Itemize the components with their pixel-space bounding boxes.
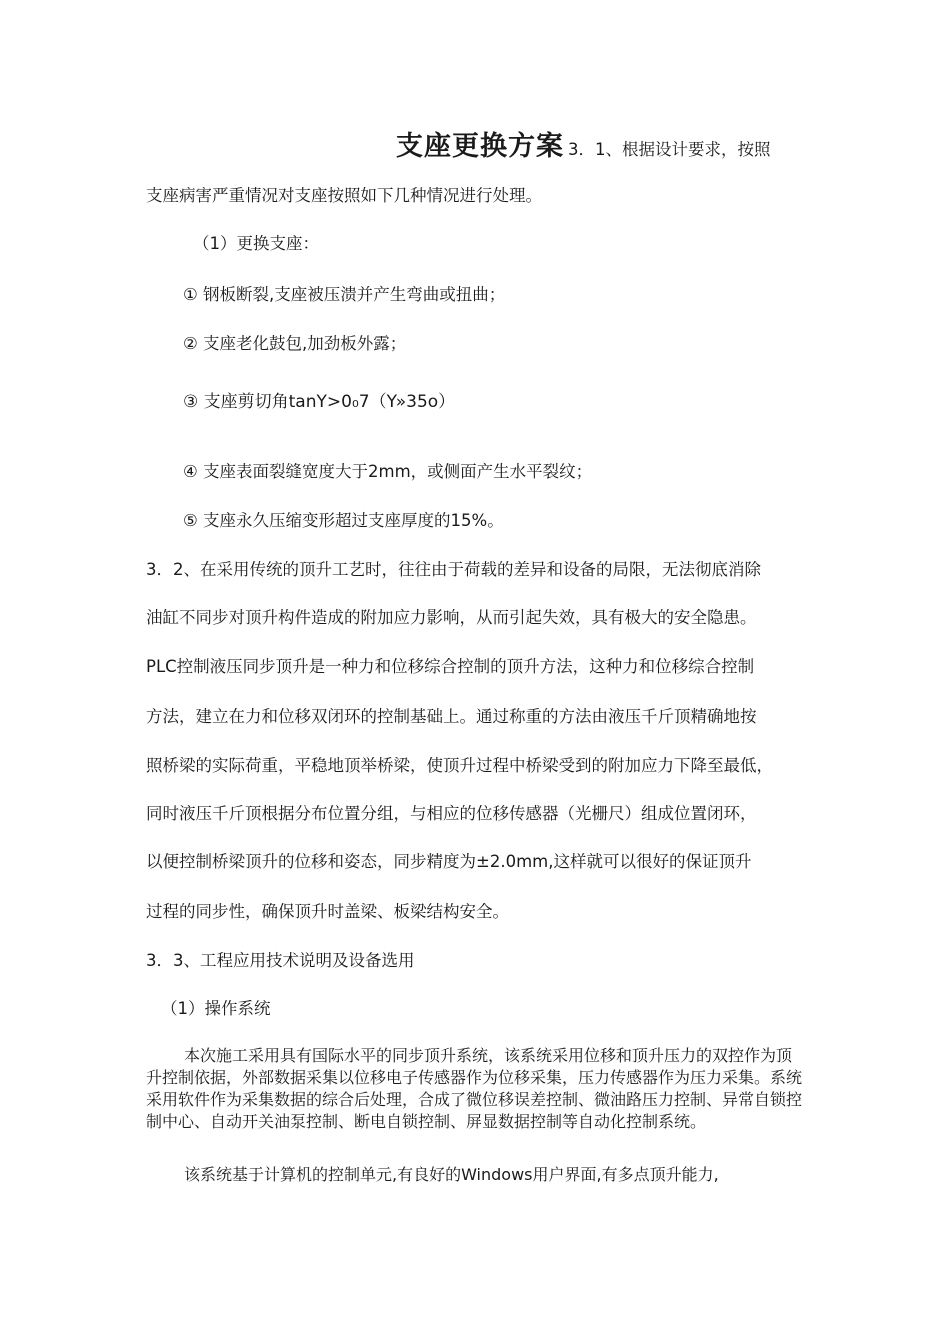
list-item: ① 钢板断裂,支座被压溃并产生弯曲或扭曲；: [183, 285, 506, 304]
section-3-1-continuation: 支座病害严重情况对支座按照如下几种情况进行处理。: [146, 186, 542, 205]
subheading-replace-bearing: （1）更换支座：: [193, 234, 319, 253]
list-item: ② 支座老化鼓包,加劲板外露；: [183, 334, 407, 353]
section-3-2-line: PLC控制液压同步顶升是一种力和位移综合控制的顶升方法，这种力和位移综合控制: [146, 657, 755, 676]
section-3-2-line: 方法，建立在力和位移双闭环的控制基础上。通过称重的方法由液压千斤顶精确地按: [146, 707, 757, 726]
list-item: ⑤ 支座永久压缩变形超过支座厚度的15%。: [183, 511, 504, 530]
section-3-2-line: 过程的同步性，确保顶升时盖梁、板梁结构安全。: [146, 902, 509, 921]
section-3-2-line: 3．2、在采用传统的顶升工艺时，往往由于荷载的差异和设备的局限，无法彻底消除: [146, 560, 761, 579]
list-item: ④ 支座表面裂缝宽度大于2mm，或侧面产生水平裂纹；: [183, 462, 593, 481]
subheading-operating-system: （1）操作系统: [161, 999, 271, 1018]
list-item: ③ 支座剪切角tanY>0₀7（Y»35o）: [183, 392, 456, 412]
section-3-2-line: 以便控制桥梁顶升的位移和姿态，同步精度为±2.0mm,这样就可以很好的保证顶升: [146, 852, 752, 871]
section-3-3-heading: 3．3、工程应用技术说明及设备选用: [146, 951, 415, 970]
section-3-2-line: 同时液压千斤顶根据分布位置分组，与相应的位移传感器（光栅尺）组成位置闭环，: [146, 804, 757, 823]
section-3-1-start: 3．1、根据设计要求，按照: [568, 140, 771, 159]
paragraph-control-unit: 该系统基于计算机的控制单元,有良好的Windows用户界面,有多点顶升能力,: [184, 1165, 719, 1184]
document-title: 支座更换方案: [396, 131, 564, 162]
section-3-2-line: 照桥梁的实际荷重，平稳地顶举桥梁，使顶升过程中桥梁受到的附加应力下降至最低，: [146, 756, 773, 775]
title-line: [396, 124, 771, 163]
paragraph-system-description: 本次施工采用具有国际水平的同步顶升系统，该系统采用位移和顶升压力的双控作为顶升控制依据，外部数据采集以位移电子传感器作为位移采集，压力传感器作为压力采集。系统采用软件作为采集数据的综合后处理，合成了微位移误差控制、微油路压力控制、异常自锁控制中心、自动开关油泵控制、断电自锁控制、屏显数据控制等自动化控制系统。: [146, 1046, 803, 1131]
section-3-2-line: 油缸不同步对顶升构件造成的附加应力影响，从而引起失效，具有极大的安全隐患。: [146, 608, 757, 627]
